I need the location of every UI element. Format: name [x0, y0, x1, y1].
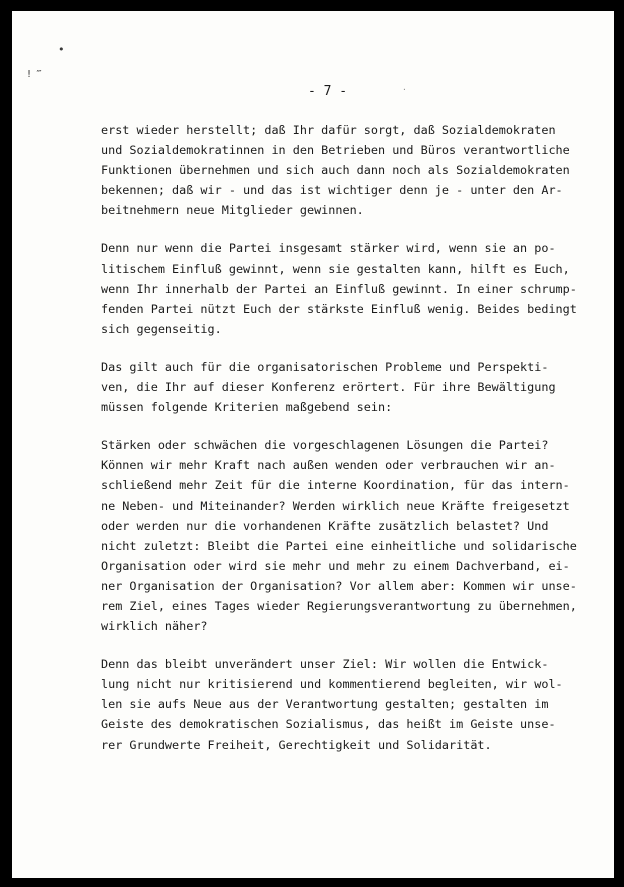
document-body	[101, 120, 581, 773]
paragraph	[101, 654, 581, 754]
text-line: wenn Ihr innerhalb der Partei an Einfluß gewinnt. In einer schrump-	[101, 281, 577, 296]
scan-speck: !	[26, 69, 33, 80]
text-line: Stärken oder schwächen die vorgeschlagenen Lösungen die Partei?	[101, 438, 549, 453]
text-line: bekennen; daß wir - und das ist wichtiger denn je - unter den Ar-	[101, 183, 563, 198]
text-line: fenden Partei nützt Euch der stärkste Einfluß wenig. Beides bedingt	[101, 301, 577, 316]
text-line: ne Neben- und Miteinander? Werden wirklich neue Kräfte freigesetzt	[101, 498, 570, 513]
text-line: len sie aufs Neue aus der Verantwortung gestalten; gestalten im	[101, 697, 549, 712]
text-line: schließend mehr Zeit für die interne Koordination, für das intern-	[101, 478, 570, 493]
text-line: müssen folgende Kriterien maßgebend sein:	[101, 400, 393, 415]
text-line: oder werden nur die vorhandenen Kräfte zusätzlich belastet? Und	[101, 518, 549, 533]
text-line: Funktionen übernehmen und sich auch dann noch als Sozialdemokraten	[101, 163, 570, 178]
text-line: ner Organisation der Organisation? Vor allem aber: Kommen wir unse-	[101, 578, 577, 593]
text-line: lung nicht nur kritisierend und kommentierend begleiten, wir wol-	[101, 677, 563, 692]
scan-speck: •	[58, 43, 65, 56]
text-line: Geiste des demokratischen Sozialismus, das heißt im Geiste unse-	[101, 717, 556, 732]
text-line: und Sozialdemokratinnen in den Betrieben und Büros verantwortliche	[101, 143, 570, 158]
text-line: Organisation oder wird sie mehr und mehr zu einem Dachverband, ei-	[101, 558, 570, 573]
scan-speck: ·	[402, 85, 407, 94]
text-line: Denn nur wenn die Partei insgesamt stärker wird, wenn sie an po-	[101, 241, 556, 256]
scan-speck: ‴	[36, 69, 43, 80]
page-number: - 7 -	[308, 84, 348, 99]
text-line: Das gilt auch für die organisatorischen Probleme und Perspekti-	[101, 359, 549, 374]
text-line: Denn das bleibt unverändert unser Ziel: Wir wollen die Entwick-	[101, 657, 549, 672]
paragraph	[101, 435, 581, 636]
text-line: ven, die Ihr auf dieser Konferenz erörtert. Für ihre Bewältigung	[101, 380, 556, 395]
text-line: sich gegenseitig.	[101, 321, 222, 336]
text-line: erst wieder herstellt; daß Ihr dafür sorgt, daß Sozialdemokraten	[101, 123, 556, 137]
text-line: nicht zuletzt: Bleibt die Partei eine einheitliche und solidarische	[101, 538, 577, 553]
paragraph	[101, 357, 581, 417]
text-line: rem Ziel, eines Tages wieder Regierungsverantwortung zu übernehmen,	[101, 598, 577, 613]
paragraph	[101, 238, 581, 338]
text-line: litischem Einfluß gewinnt, wenn sie gestalten kann, hilft es Euch,	[101, 261, 570, 276]
text-line: rer Grundwerte Freiheit, Gerechtigkeit und Solidarität.	[101, 737, 492, 752]
text-line: wirklich näher?	[101, 619, 208, 634]
text-line: Können wir mehr Kraft nach außen wenden oder verbrauchen wir an-	[101, 458, 556, 473]
text-line: beitnehmern neue Mitglieder gewinnen.	[101, 203, 364, 218]
paragraph	[101, 120, 581, 220]
